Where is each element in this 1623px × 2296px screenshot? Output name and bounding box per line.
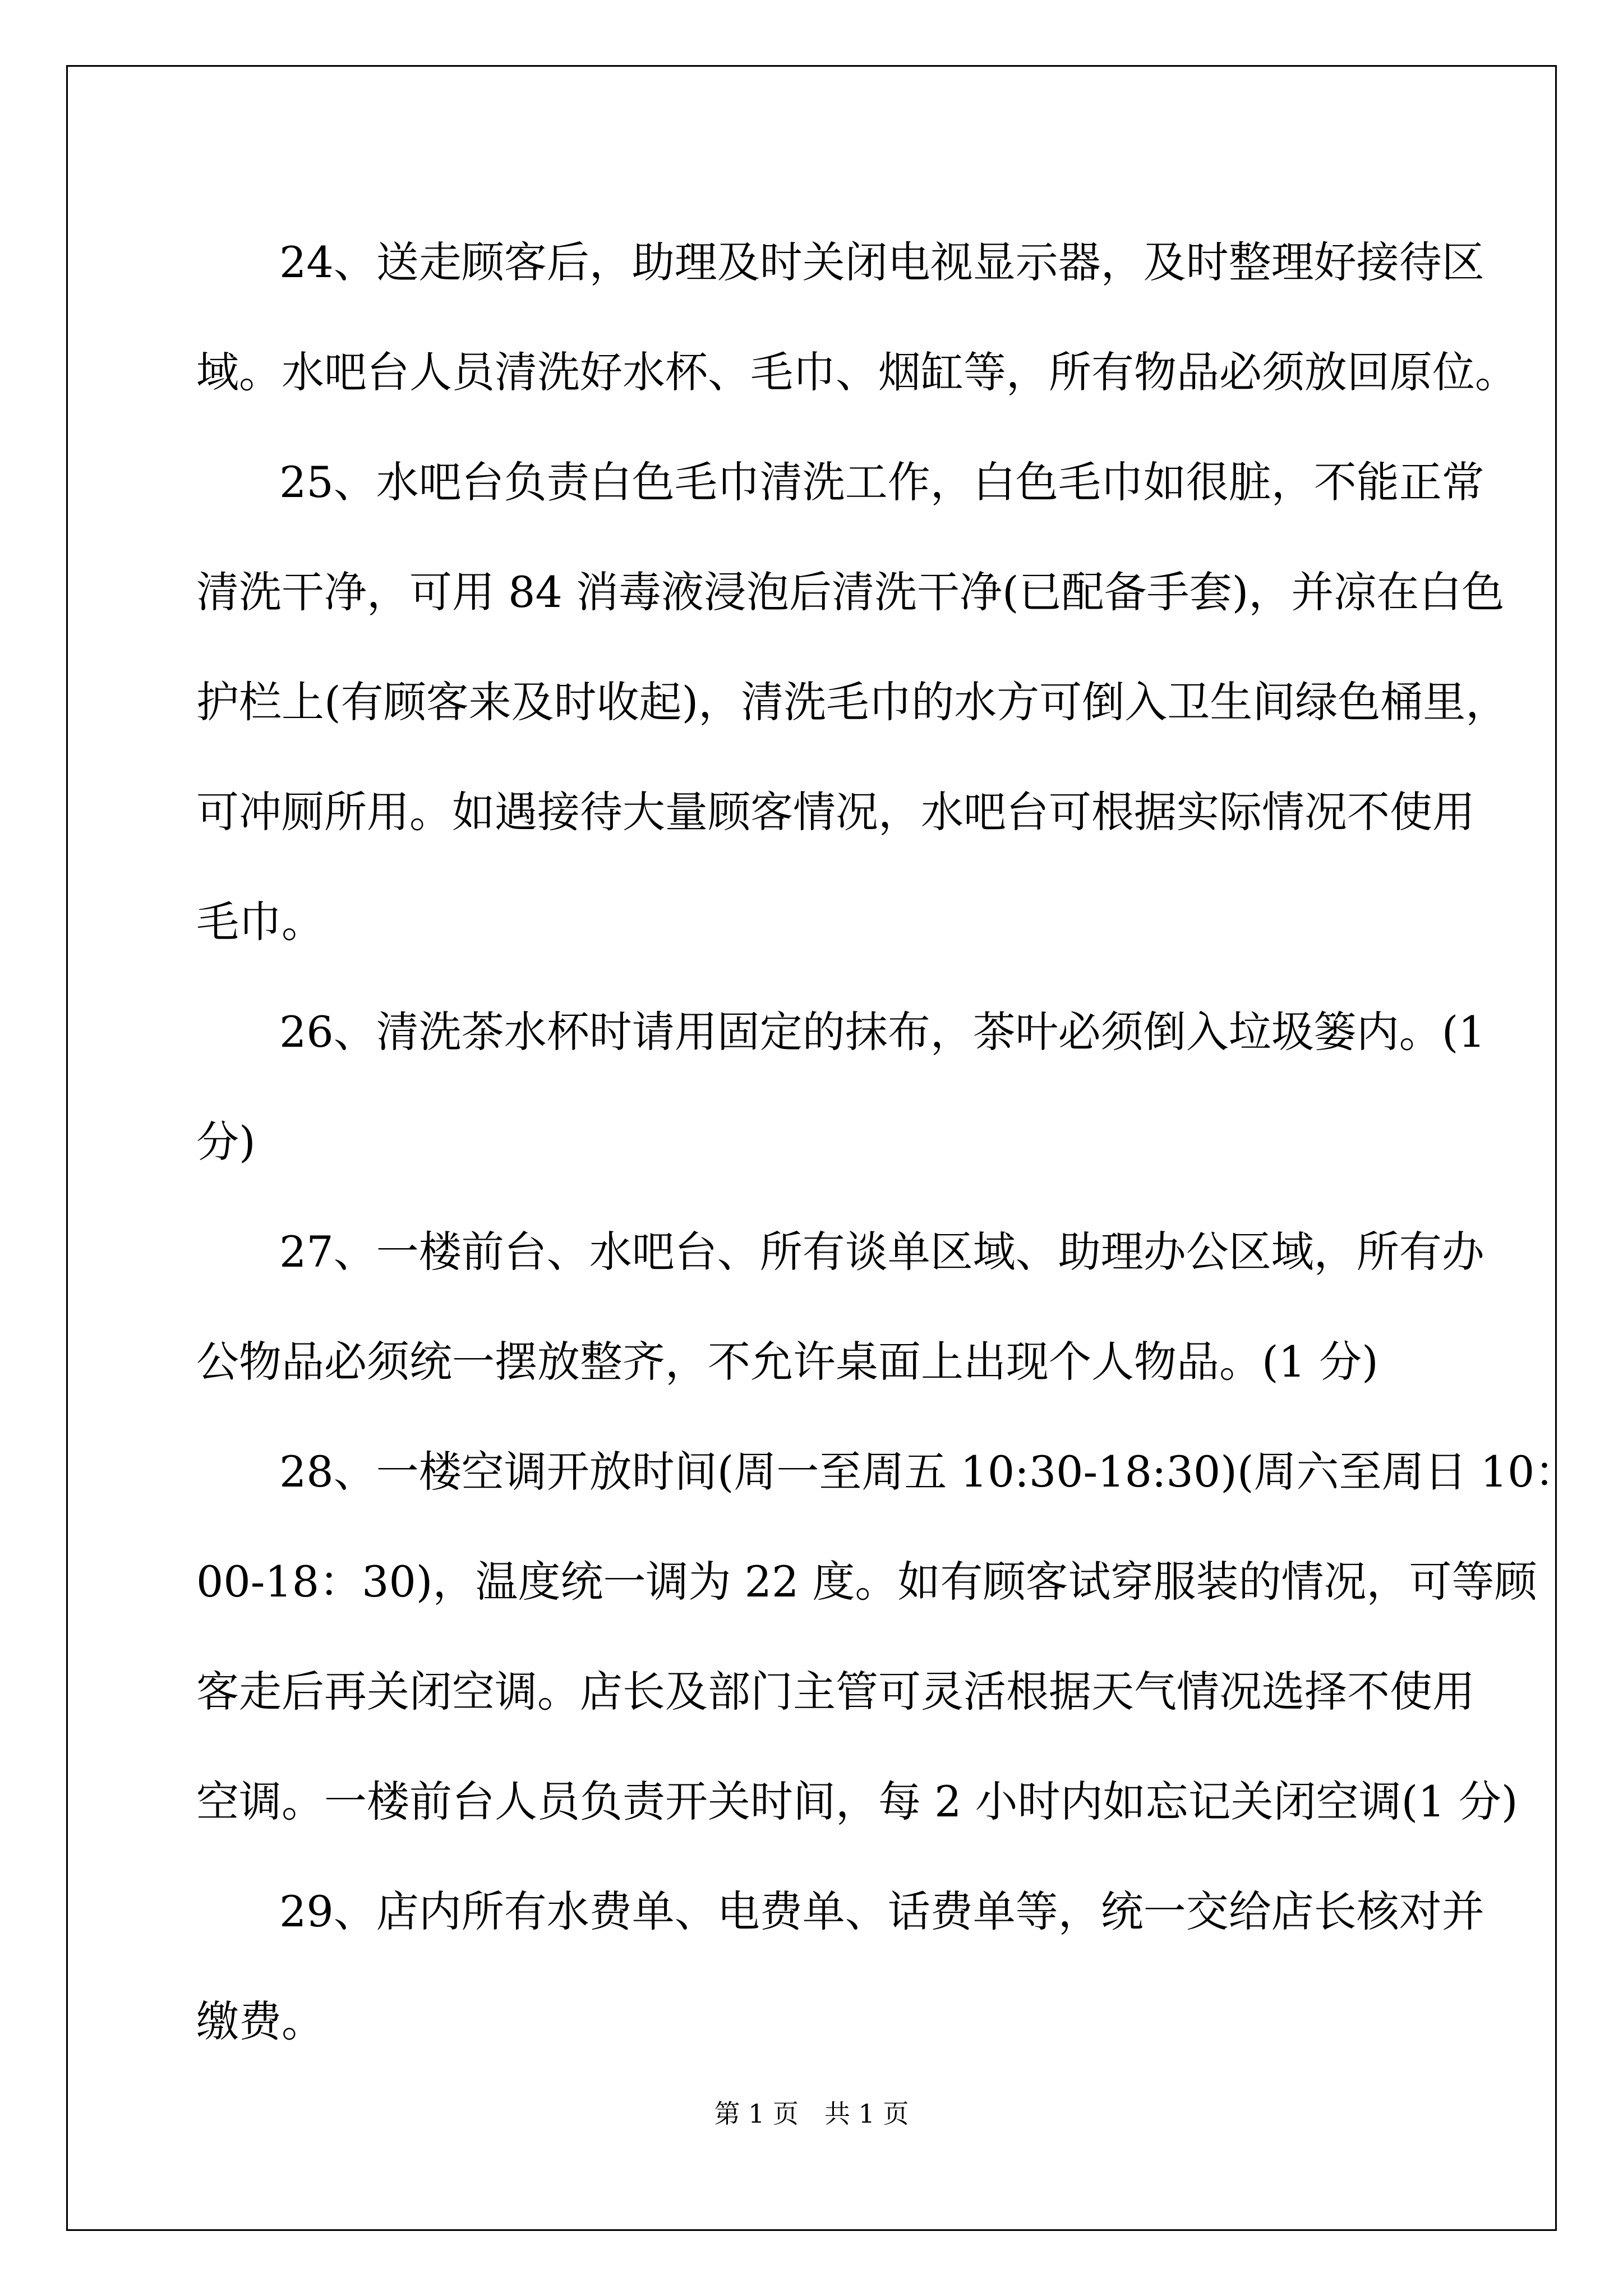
paragraph-item-29 — [196, 1857, 1484, 2077]
paragraph-line: 26、清洗茶水杯时请用固定的抹布，茶叶必须倒入垃圾篓内。(1 — [279, 1007, 1486, 1057]
paragraph-line: 29、店内所有水费单、电费单、话费单等，统一交给店长核对并 — [279, 1887, 1484, 1936]
paragraph-line: 护栏上(有顾客来及时收起)，清洗毛巾的水方可倒入卫生间绿色桶里， — [196, 677, 1509, 727]
paragraph-line: 00-18：30)，温度统一调为 22 度。如有顾客试穿服装的情况，可等顾 — [196, 1557, 1537, 1607]
paragraph-item-24 — [196, 208, 1518, 427]
paragraph-line: 分) — [196, 1117, 256, 1167]
paragraph-line: 25、水吧台负责白色毛巾清洗工作，白色毛巾如很脏，不能正常 — [279, 457, 1484, 507]
paragraph-line: 毛巾。 — [196, 897, 324, 947]
paragraph-line: 可冲厕所用。如遇接待大量顾客情况，水吧台可根据实际情况不使用 — [196, 787, 1475, 837]
paragraph-line: 公物品必须统一摆放整齐，不允许桌面上出现个人物品。(1 分) — [196, 1337, 1378, 1387]
paragraph-line: 空调。一楼前台人员负责开关时间，每 2 小时内如忘记关闭空调(1 分) — [196, 1777, 1518, 1826]
paragraph-item-25 — [196, 427, 1509, 977]
paragraph-line: 清洗干净，可用 84 消毒液浸泡后清洗干净(已配备手套)，并凉在白色 — [196, 567, 1505, 617]
paragraph-line: 24、送走顾客后，助理及时关闭电视显示器，及时整理好接待区 — [279, 237, 1484, 287]
page-number-footer: 第 1 页 共 1 页 — [714, 2099, 909, 2129]
paragraph-line: 缴费。 — [196, 1996, 324, 2046]
paragraph-item-26 — [196, 977, 1486, 1197]
paragraph-line: 27、一楼前台、水吧台、所有谈单区域、助理办公区域，所有办 — [279, 1227, 1484, 1277]
paragraph-item-27 — [196, 1197, 1484, 1417]
paragraph-item-28 — [196, 1417, 1578, 1857]
document-body — [196, 208, 1578, 2077]
paragraph-line: 域。水吧台人员清洗好水杯、毛巾、烟缸等，所有物品必须放回原位。 — [196, 347, 1518, 397]
paragraph-line: 28、一楼空调开放时间(周一至周五 10:30-18:30)(周六至周日 10： — [279, 1447, 1578, 1497]
paragraph-line: 客走后再关闭空调。店长及部门主管可灵活根据天气情况选择不使用 — [196, 1667, 1475, 1717]
